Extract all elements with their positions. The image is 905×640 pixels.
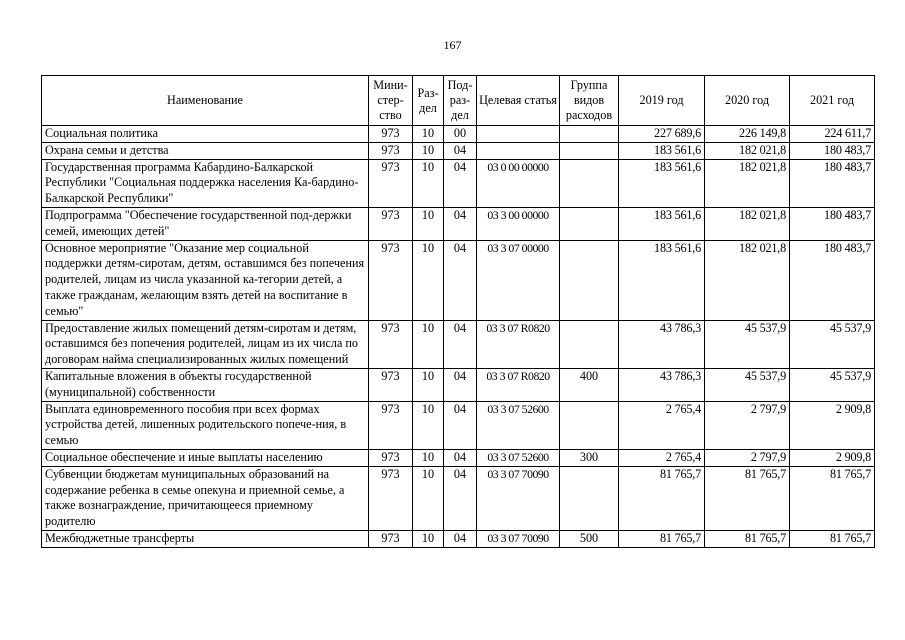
page-number: 167 (443, 38, 462, 52)
cell-2019: 2 765,4 (619, 449, 705, 466)
cell-section: 10 (413, 368, 444, 401)
cell-name: Государственная программа Кабардино-Балкарской Республики "Социальная поддержка населения Ка-бардино-Балкарской Республики" (42, 159, 369, 207)
cell-subsection: 04 (444, 240, 477, 320)
cell-subsection: 04 (444, 530, 477, 547)
cell-expense-group (560, 142, 619, 159)
cell-2021: 180 483,7 (790, 207, 875, 240)
cell-name: Подпрограмма "Обеспечение государственной под-держки семей, имеющих детей" (42, 207, 369, 240)
cell-expense-group (560, 126, 619, 143)
cell-2020: 182 021,8 (705, 142, 790, 159)
cell-2019: 43 786,3 (619, 320, 705, 368)
cell-ministry: 973 (369, 466, 413, 530)
cell-2019: 81 765,7 (619, 466, 705, 530)
cell-2020: 182 021,8 (705, 207, 790, 240)
cell-name: Выплата единовременного пособия при всех формах устройства детей, лишенных родительского попече-ния, в семью (42, 401, 369, 449)
cell-2021: 2 909,8 (790, 401, 875, 449)
header-name: Наименование (42, 76, 369, 126)
table-row (42, 401, 875, 449)
cell-section: 10 (413, 466, 444, 530)
cell-2020: 182 021,8 (705, 240, 790, 320)
cell-2020: 182 021,8 (705, 159, 790, 207)
header-2021: 2021 год (790, 76, 875, 126)
header-2019: 2019 год (619, 76, 705, 126)
cell-subsection: 04 (444, 368, 477, 401)
cell-subsection: 04 (444, 207, 477, 240)
cell-2019: 183 561,6 (619, 240, 705, 320)
cell-expense-group (560, 320, 619, 368)
cell-2020: 226 149,8 (705, 126, 790, 143)
cell-ministry: 973 (369, 159, 413, 207)
cell-name: Социальное обеспечение и иные выплаты населению (42, 449, 369, 466)
table-row (42, 530, 875, 547)
cell-2019: 81 765,7 (619, 530, 705, 547)
cell-2021: 180 483,7 (790, 159, 875, 207)
cell-section: 10 (413, 401, 444, 449)
cell-2019: 183 561,6 (619, 159, 705, 207)
header-section: Раз-дел (413, 76, 444, 126)
cell-ministry: 973 (369, 368, 413, 401)
table-row (42, 240, 875, 320)
cell-expense-group (560, 207, 619, 240)
cell-target: 03 3 00 00000 (477, 207, 560, 240)
header-expense-group: Группа видов расходов (560, 76, 619, 126)
cell-2020: 45 537,9 (705, 320, 790, 368)
cell-ministry: 973 (369, 401, 413, 449)
cell-ministry: 973 (369, 530, 413, 547)
cell-name: Субвенции бюджетам муниципальных образований на содержание ребенка в семье опекуна и приемной семье, а также вознаграждение, причитающееся приемному родителю (42, 466, 369, 530)
cell-2021: 81 765,7 (790, 530, 875, 547)
cell-2021: 180 483,7 (790, 240, 875, 320)
cell-section: 10 (413, 126, 444, 143)
cell-name: Социальная политика (42, 126, 369, 143)
cell-section: 10 (413, 142, 444, 159)
cell-name: Основное мероприятие "Оказание мер социальной поддержки детям-сиротам, детям, оставшимся без попечения родителей, лицам из числа указанной ка-тегории детей, а также гражданам, желающим взять детей на воспитание в семью" (42, 240, 369, 320)
cell-2021: 45 537,9 (790, 320, 875, 368)
cell-ministry: 973 (369, 449, 413, 466)
cell-name: Охрана семьи и детства (42, 142, 369, 159)
table-row (42, 368, 875, 401)
cell-target: 03 0 00 00000 (477, 159, 560, 207)
cell-section: 10 (413, 530, 444, 547)
header-2020: 2020 год (705, 76, 790, 126)
cell-2019: 227 689,6 (619, 126, 705, 143)
cell-name: Капитальные вложения в объекты государственной (муниципальной) собственности (42, 368, 369, 401)
cell-section: 10 (413, 320, 444, 368)
table-row (42, 159, 875, 207)
table-row (42, 320, 875, 368)
cell-name: Межбюджетные трансферты (42, 530, 369, 547)
cell-subsection: 04 (444, 159, 477, 207)
cell-expense-group: 300 (560, 449, 619, 466)
cell-subsection: 04 (444, 449, 477, 466)
table-row (42, 449, 875, 466)
cell-section: 10 (413, 159, 444, 207)
cell-expense-group (560, 159, 619, 207)
table-row (42, 126, 875, 143)
cell-target: 03 3 07 70090 (477, 466, 560, 530)
cell-subsection: 04 (444, 320, 477, 368)
table-row (42, 142, 875, 159)
cell-ministry: 973 (369, 320, 413, 368)
header-target: Целевая статья (477, 76, 560, 126)
cell-target: 03 3 07 R0820 (477, 320, 560, 368)
cell-expense-group (560, 466, 619, 530)
cell-2020: 81 765,7 (705, 466, 790, 530)
table-row (42, 207, 875, 240)
cell-subsection: 04 (444, 142, 477, 159)
cell-2019: 183 561,6 (619, 142, 705, 159)
cell-ministry: 973 (369, 126, 413, 143)
cell-target (477, 126, 560, 143)
cell-2019: 43 786,3 (619, 368, 705, 401)
cell-target: 03 3 07 00000 (477, 240, 560, 320)
cell-expense-group (560, 240, 619, 320)
cell-target (477, 142, 560, 159)
cell-2021: 45 537,9 (790, 368, 875, 401)
cell-section: 10 (413, 449, 444, 466)
table-body (42, 126, 875, 548)
cell-section: 10 (413, 240, 444, 320)
table-row (42, 466, 875, 530)
cell-section: 10 (413, 207, 444, 240)
table-header (42, 76, 875, 126)
cell-target: 03 3 07 R0820 (477, 368, 560, 401)
cell-2021: 2 909,8 (790, 449, 875, 466)
cell-2021: 81 765,7 (790, 466, 875, 530)
cell-expense-group (560, 401, 619, 449)
cell-name: Предоставление жилых помещений детям-сиротам и детям, оставшимся без попечения родителей, лицам из их числа по договорам найма специализированных жилых помещений (42, 320, 369, 368)
cell-subsection: 04 (444, 466, 477, 530)
cell-2019: 2 765,4 (619, 401, 705, 449)
cell-subsection: 00 (444, 126, 477, 143)
header-subsection: Под-раз-дел (444, 76, 477, 126)
budget-table (41, 75, 875, 548)
cell-2020: 45 537,9 (705, 368, 790, 401)
cell-2020: 2 797,9 (705, 449, 790, 466)
cell-expense-group: 400 (560, 368, 619, 401)
header-ministry: Мини-стер-ство (369, 76, 413, 126)
cell-2020: 2 797,9 (705, 401, 790, 449)
cell-2020: 81 765,7 (705, 530, 790, 547)
cell-target: 03 3 07 52600 (477, 449, 560, 466)
cell-target: 03 3 07 70090 (477, 530, 560, 547)
cell-2021: 224 611,7 (790, 126, 875, 143)
cell-2021: 180 483,7 (790, 142, 875, 159)
cell-ministry: 973 (369, 240, 413, 320)
cell-expense-group: 500 (560, 530, 619, 547)
cell-ministry: 973 (369, 142, 413, 159)
cell-target: 03 3 07 52600 (477, 401, 560, 449)
cell-ministry: 973 (369, 207, 413, 240)
cell-2019: 183 561,6 (619, 207, 705, 240)
cell-subsection: 04 (444, 401, 477, 449)
